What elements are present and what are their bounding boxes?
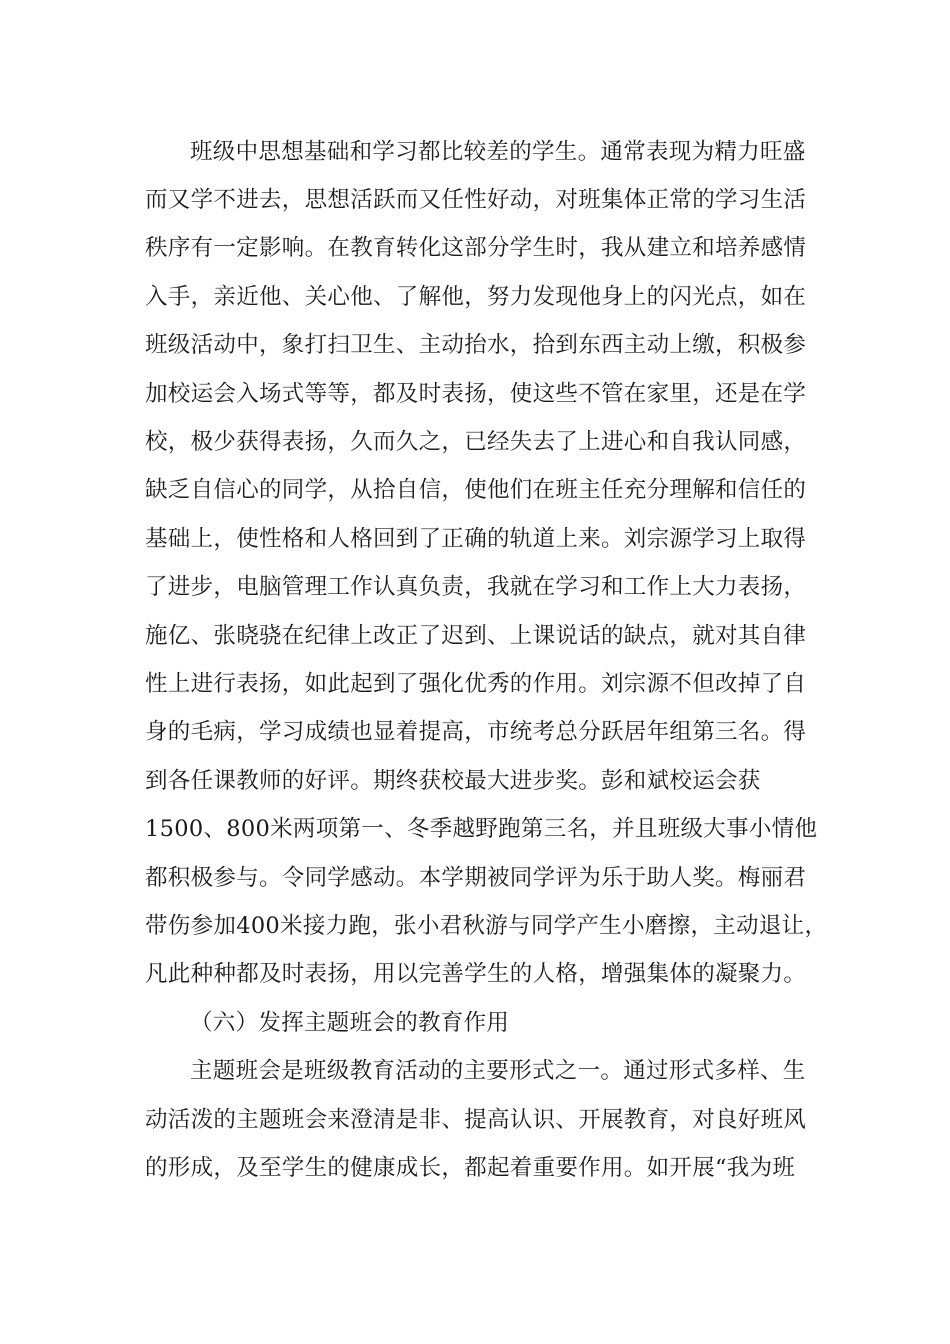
paragraph-line: 性上进行表扬，如此起到了强化优秀的作用。刘宗源不但改掉了自: [145, 671, 807, 697]
paragraph-line: 而又学不进去，思想活跃而又任性好动，对班集体正常的学习生活: [145, 187, 807, 213]
paragraph-line: 了进步，电脑管理工作认真负责，我就在学习和工作上大力表扬，: [145, 574, 807, 600]
paragraph-line: 校，极少获得表扬，久而久之，已经失去了上进心和自我认同感，: [145, 429, 807, 455]
paragraph-line: 都积极参与。令同学感动。本学期被同学评为乐于助人奖。梅丽君: [145, 865, 807, 891]
paragraph-line: 基础上，使性格和人格回到了正确的轨道上来。刘宗源学习上取得: [145, 526, 807, 552]
paragraph-line: 的形成，及至学生的健康成长，都起着重要作用。如开展“我为班: [145, 1155, 796, 1181]
paragraph-line: 动活泼的主题班会来澄清是非、提高认识、开展教育，对良好班风: [145, 1107, 807, 1133]
paragraph-line: 身的毛病，学习成绩也显着提高，市统考总分跃居年组第三名。得: [145, 719, 807, 745]
paragraph-line: 班级活动中，象打扫卫生、主动抬水，拾到东西主动上缴，积极参: [145, 332, 807, 358]
paragraph-line: 到各任课教师的好评。期终获校最大进步奖。彭和斌校运会获: [145, 768, 761, 794]
paragraph-line: 秩序有一定影响。在教育转化这部分学生时，我从建立和培养感情: [145, 235, 807, 261]
paragraph-line: 班级中思想基础和学习都比较差的学生。通常表现为精力旺盛: [190, 139, 806, 165]
paragraph-line: 施亿、张晓骁在纪律上改正了迟到、上课说话的缺点，就对其自律: [145, 623, 807, 649]
paragraph-line: 1500、800米两项第一、冬季越野跑第三名，并且班级大事小情他: [145, 816, 818, 842]
paragraph-line: 带伤参加400米接力跑，张小君秋游与同学产生小磨擦，主动退让，: [145, 913, 828, 939]
paragraph-line: 入手，亲近他、关心他、了解他，努力发现他身上的闪光点，如在: [145, 284, 807, 310]
paragraph-line: 主题班会是班级教育活动的主要形式之一。通过形式多样、生: [190, 1058, 806, 1084]
paragraph-line: 凡此种种都及时表扬，用以完善学生的人格，增强集体的凝聚力。: [145, 961, 807, 987]
paragraph-line: 加校运会入场式等等，都及时表扬，使这些不管在家里，还是在学: [145, 381, 807, 407]
paragraph-line: 缺乏自信心的同学，从拾自信，使他们在班主任充分理解和信任的: [145, 477, 807, 503]
section-heading: （六）发挥主题班会的教育作用: [190, 1010, 510, 1036]
